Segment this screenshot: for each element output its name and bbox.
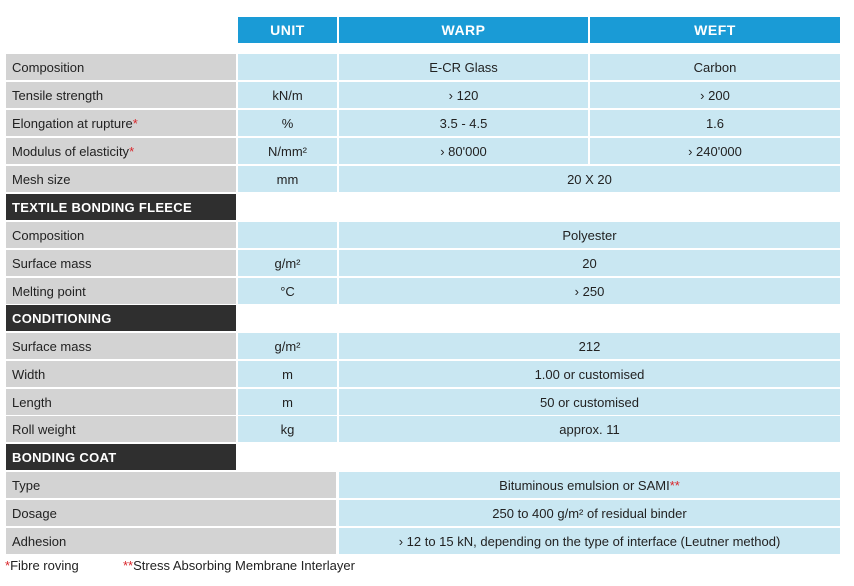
cond-width-label: Width	[6, 361, 236, 387]
fleece-composition-label: Composition	[6, 222, 236, 248]
grid-mesh-value: 20 X 20	[339, 166, 840, 192]
grid-composition-warp: E-CR Glass	[339, 54, 588, 80]
grid-modulus-label	[6, 138, 236, 164]
grid-composition-label: Composition	[6, 54, 236, 80]
grid-elongation-warp: 3.5 - 4.5	[339, 110, 588, 136]
fleece-surface-mass-value: 20	[339, 250, 840, 276]
coat-type-label: Type	[6, 472, 336, 498]
grid-composition-unit	[238, 54, 337, 80]
fleece-surface-mass-label: Surface mass	[6, 250, 236, 276]
grid-modulus-star: *	[129, 143, 135, 159]
coat-dosage-value: 250 to 400 g/m² of residual binder	[339, 500, 840, 526]
header-warp: WARP	[339, 17, 588, 43]
section-conditioning: CONDITIONING	[6, 305, 236, 331]
coat-adhesion-label: Adhesion	[6, 528, 336, 554]
section-bonding-fleece: TEXTILE BONDING FLEECE	[6, 194, 236, 220]
grid-tensile-unit: kN/m	[238, 82, 337, 108]
coat-type-value-text: Bituminous emulsion or SAMI	[499, 477, 670, 493]
grid-elongation-weft: 1.6	[590, 110, 840, 136]
grid-modulus-label-text: Modulus of elasticity	[12, 143, 130, 159]
cond-roll-weight-value: approx. 11	[339, 416, 840, 442]
footnote-sami	[123, 558, 355, 573]
grid-modulus-weft: › 240'000	[590, 138, 840, 164]
coat-type-value	[339, 472, 840, 498]
grid-elongation-label-text: Elongation at rupture	[12, 115, 133, 131]
fleece-composition-value: Polyester	[339, 222, 840, 248]
cond-width-unit: m	[238, 361, 337, 387]
cond-surface-mass-value: 212	[339, 333, 840, 359]
grid-tensile-warp: › 120	[339, 82, 588, 108]
grid-mesh-label: Mesh size	[6, 166, 236, 192]
grid-mesh-unit: mm	[238, 166, 337, 192]
footnote-sami-star: **	[123, 558, 134, 573]
grid-tensile-weft: › 200	[590, 82, 840, 108]
cond-width-value: 1.00 or customised	[339, 361, 840, 387]
header-unit: UNIT	[238, 17, 337, 43]
section-bonding-coat: BONDING COAT	[6, 444, 236, 470]
footnote-fibre-text: Fibre roving	[10, 558, 79, 573]
grid-tensile-label: Tensile strength	[6, 82, 236, 108]
grid-composition-weft: Carbon	[590, 54, 840, 80]
grid-modulus-unit: N/mm²	[238, 138, 337, 164]
footnote-sami-text: Stress Absorbing Membrane Interlayer	[133, 558, 355, 573]
fleece-melting-value: › 250	[339, 278, 840, 304]
fleece-melting-label: Melting point	[6, 278, 236, 304]
fleece-melting-unit: °C	[238, 278, 337, 304]
grid-elongation-label	[6, 110, 236, 136]
coat-adhesion-value: › 12 to 15 kN, depending on the type of interface (Leutner method)	[339, 528, 840, 554]
cond-length-unit: m	[238, 389, 337, 415]
cond-surface-mass-unit: g/m²	[238, 333, 337, 359]
fleece-surface-mass-unit: g/m²	[238, 250, 337, 276]
fleece-composition-unit	[238, 222, 337, 248]
coat-dosage-label: Dosage	[6, 500, 336, 526]
footnote-fibre	[5, 558, 79, 573]
cond-surface-mass-label: Surface mass	[6, 333, 236, 359]
grid-elongation-star: *	[132, 115, 138, 131]
grid-elongation-unit: %	[238, 110, 337, 136]
header-weft: WEFT	[590, 17, 840, 43]
coat-type-star: **	[669, 477, 680, 493]
cond-length-label: Length	[6, 389, 236, 415]
grid-modulus-warp: › 80'000	[339, 138, 588, 164]
cond-roll-weight-unit: kg	[238, 416, 337, 442]
footnote-fibre-star: *	[5, 558, 11, 573]
cond-roll-weight-label: Roll weight	[6, 416, 236, 442]
cond-length-value: 50 or customised	[339, 389, 840, 415]
